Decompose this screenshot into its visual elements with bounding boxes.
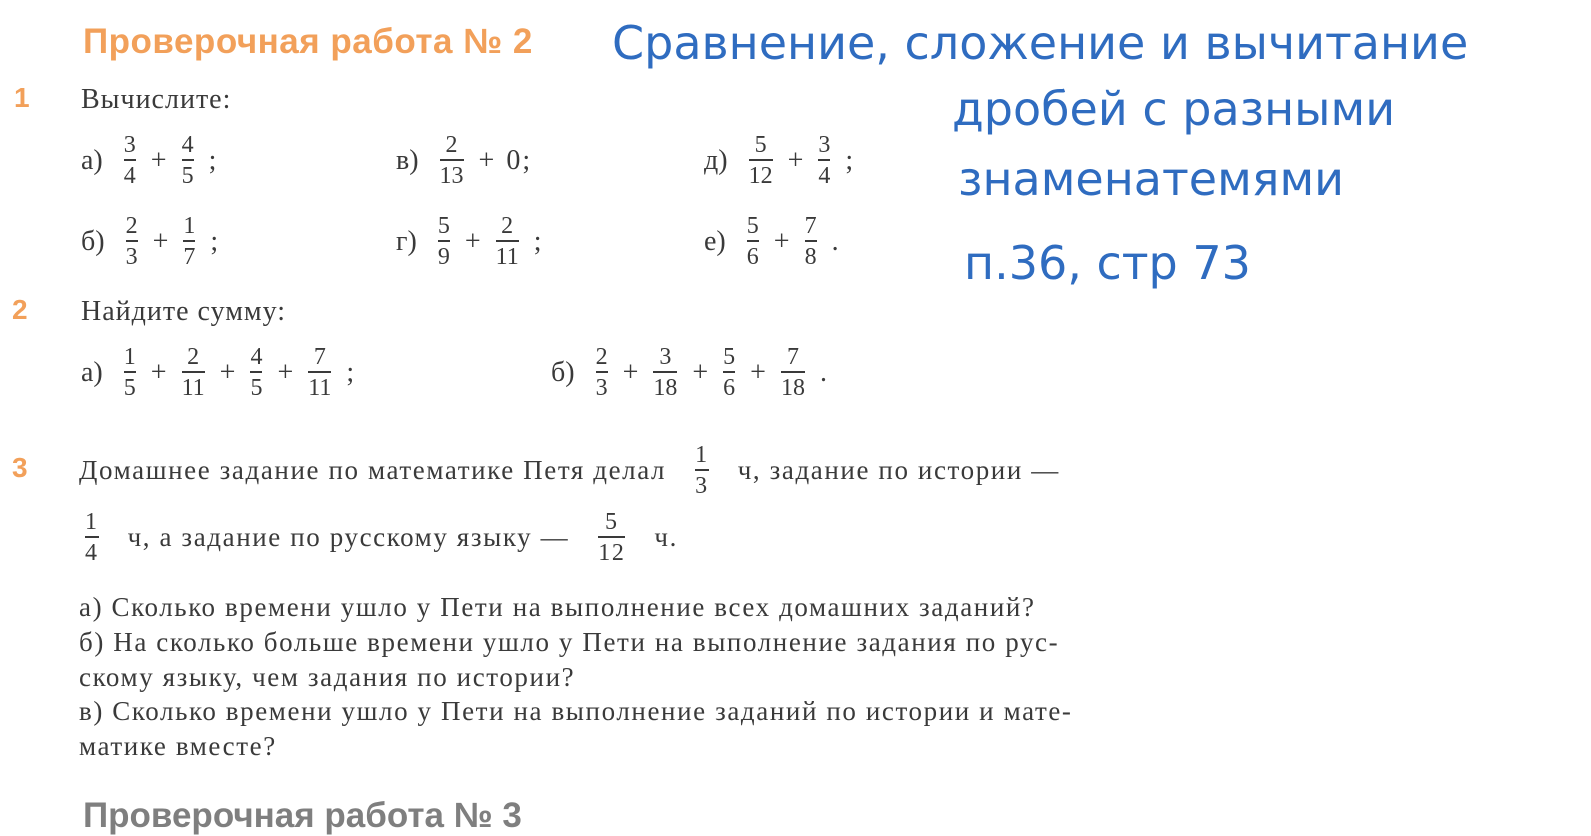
operator: + [750,356,766,388]
fraction: $\frac{3}{4}$ [123,132,136,189]
fraction: $\frac{4}{5}$ [250,344,263,401]
punctuation: . [819,356,827,388]
item-label: г) [396,225,417,257]
punctuation: . [831,225,839,257]
fraction: $\frac{3}{18}$ [653,344,678,401]
fraction: $\frac{5}{12}$ [748,132,773,189]
task-1-item-b [81,214,218,269]
operator: + [219,356,236,388]
item-label: б) [81,225,105,257]
next-section-title-text: Проверочная работа № 3 [83,796,522,835]
operator: + [150,144,167,176]
fraction: $\frac{2}{13}$ [439,132,464,189]
fraction: $\frac{7}{18}$ [780,344,805,401]
task-1-item-e [704,214,839,269]
operator: + [773,225,790,257]
punctuation: ; [522,144,531,176]
operator: + [622,356,639,388]
item-label: д) [704,144,728,176]
punctuation: ; [346,356,355,388]
task-1-lead: Вычислите: [81,84,232,115]
fraction: $\frac{2}{11}$ [495,213,519,270]
task-1-item-a [81,133,216,188]
operator: + [150,356,167,388]
fraction: $\frac{5}{12}$ [598,509,626,566]
punctuation: ; [210,225,219,257]
task-2-item-a [81,345,354,400]
fraction: $\frac{1}{7}$ [183,213,196,270]
fraction: $\frac{5}{6}$ [746,213,759,270]
operator: + [464,225,481,257]
handwritten-reference: п.36, стр 73 [964,236,1251,290]
item-label: а) [81,144,103,176]
operator: + [152,225,169,257]
task-1-item-v [396,133,530,188]
task-2-item-b [551,345,827,400]
punctuation: ; [208,144,217,176]
fraction: $\frac{7}{8}$ [804,213,817,270]
number: 0 [506,144,521,176]
operator: + [787,144,804,176]
task-3-line-2 [82,510,678,565]
task-3-question-v-cont: матике вместе? [79,731,277,761]
punctuation: ; [533,225,542,257]
task-3-text: Домашнее задание по математике Петя делал [79,455,667,485]
fraction: $\frac{2}{11}$ [181,344,205,401]
fraction: $\frac{5}{6}$ [723,344,736,401]
task-3-question-b: б) На сколько больше времени ушло у Пети на выполнение задания по рус- [79,627,1060,657]
item-label: а) [81,356,103,388]
next-section-title-cut [83,796,523,835]
task-3-line-1 [79,443,1060,498]
fraction: $\frac{1}{5}$ [123,344,136,401]
fraction: $\frac{7}{11}$ [308,344,332,401]
task-3-text: ч. [654,522,678,552]
task-3-question-a: а) Сколько времени ушло у Пети на выполнение всех домашних заданий? [79,592,1036,622]
handwritten-topic-line-1: Сравнение, сложение и вычитание [612,16,1469,70]
fraction: $\frac{2}{3}$ [595,344,608,401]
task-3-question-b-cont: скому языку, чем задания по истории? [79,662,576,692]
fraction: $\frac{3}{4}$ [818,132,831,189]
fraction: $\frac{4}{5}$ [181,132,194,189]
item-label: б) [551,356,575,388]
task-3-question-v: в) Сколько времени ушло у Пети на выполнение заданий по истории и мате- [79,696,1073,726]
operator: + [277,356,294,388]
operator: + [478,144,495,176]
handwritten-topic-line-2: дробей с разными [952,82,1396,136]
handwritten-topic-line-3: знаменатемями [958,152,1345,206]
task-2-number: 2 [12,294,28,325]
item-label: е) [704,225,726,257]
fraction: $\frac{1}{3}$ [695,442,709,499]
operator: + [692,356,709,388]
page-title: Проверочная работа № 2 [83,22,533,61]
fraction: $\frac{1}{4}$ [85,509,99,566]
task-1-item-g [396,214,542,269]
fraction: $\frac{2}{3}$ [125,213,138,270]
task-2-lead: Найдите сумму: [81,296,287,327]
punctuation: ; [845,144,854,176]
fraction: $\frac{5}{9}$ [437,213,450,270]
task-1-item-d [704,133,853,188]
task-3-number: 3 [12,452,28,483]
task-3-text: ч, а задание по русскому языку — [127,522,570,552]
item-label: в) [396,144,419,176]
task-3-text: ч, задание по истории — [737,455,1060,485]
task-1-number: 1 [14,82,30,113]
